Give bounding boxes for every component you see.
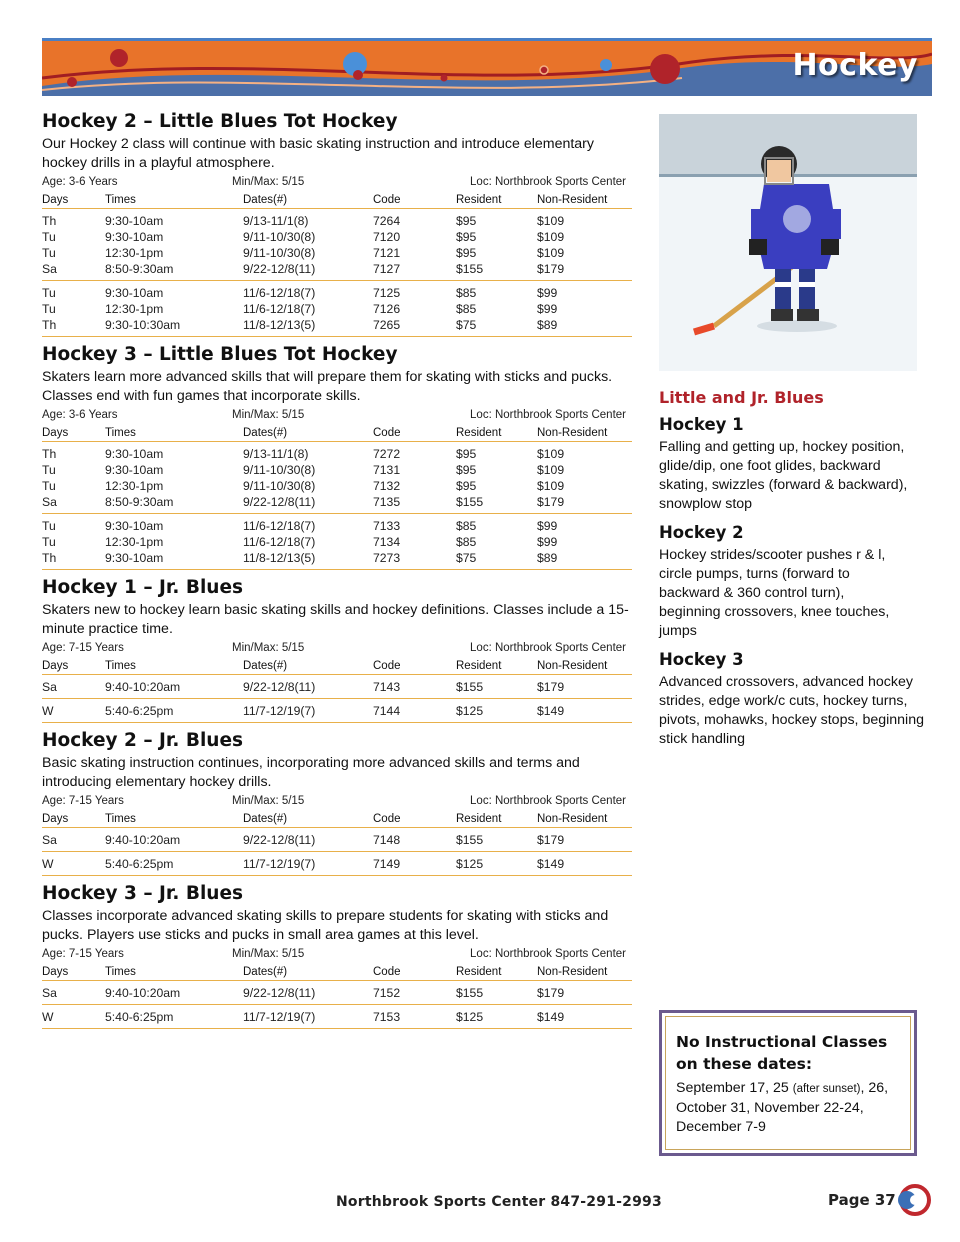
cell-resident: $95 xyxy=(456,463,477,477)
table-row xyxy=(42,550,632,566)
section-description: Classes incorporate advanced skating skills to prepare students for skating with sticks and pucks. Players use sticks and pucks in small area games at this level. xyxy=(42,908,609,943)
cell-time: 9:30-10am xyxy=(105,230,164,244)
sidebar-item-hockey-3 xyxy=(659,649,924,749)
location: Loc: Northbrook Sports Center xyxy=(470,409,626,421)
class-listings xyxy=(42,110,632,1035)
hockey-player-photo xyxy=(659,114,917,371)
notice-date-note: (after sunset) xyxy=(792,1083,861,1095)
location: Loc: Northbrook Sports Center xyxy=(470,176,626,188)
section-title: Hockey 2 – Little Blues Tot Hockey xyxy=(42,111,398,132)
cell-nonresident: $179 xyxy=(537,262,565,276)
cell-dates: 11/7-12/19(7) xyxy=(243,1010,316,1024)
cell-resident: $95 xyxy=(456,447,477,461)
table-row-group xyxy=(42,981,632,1005)
cell-code: 7272 xyxy=(373,447,401,461)
class-section xyxy=(42,729,632,876)
page-footer xyxy=(0,1190,960,1214)
cell-nonresident: $109 xyxy=(537,479,565,493)
cell-nonresident: $89 xyxy=(537,551,558,565)
class-section xyxy=(42,576,632,723)
column-header-days: Days xyxy=(42,966,69,978)
cell-day: Tu xyxy=(42,519,56,533)
cell-time: 9:30-10:30am xyxy=(105,318,181,332)
cell-code: 7144 xyxy=(373,704,401,718)
age-range: Age: 7-15 Years xyxy=(42,642,124,654)
column-header-days: Days xyxy=(42,660,69,672)
sidebar-item-desc: Falling and getting up, hockey position, glide/dip, one foot glides, backward skating, swizzles (forward & backward), snowplow stop xyxy=(659,439,908,512)
column-header-code: Code xyxy=(373,660,401,672)
notice-dates xyxy=(676,1079,900,1137)
notice-date-sept: September 17, 25 xyxy=(676,1080,793,1096)
table-row-group xyxy=(42,828,632,852)
column-header-code: Code xyxy=(373,966,401,978)
cell-resident: $155 xyxy=(456,262,484,276)
cell-code: 7121 xyxy=(373,246,401,260)
cell-code: 7127 xyxy=(373,262,401,276)
cell-dates: 11/8-12/13(5) xyxy=(243,551,316,565)
cell-day: Tu xyxy=(42,246,56,260)
cell-nonresident: $99 xyxy=(537,519,558,533)
cell-day: Tu xyxy=(42,479,56,493)
cell-day: Tu xyxy=(42,286,56,300)
table-row xyxy=(42,518,632,534)
cell-time: 8:50-9:30am xyxy=(105,262,174,276)
class-section xyxy=(42,343,632,570)
cell-day: Sa xyxy=(42,833,57,847)
age-range: Age: 7-15 Years xyxy=(42,795,124,807)
cell-code: 7153 xyxy=(373,1010,401,1024)
cell-time: 12:30-1pm xyxy=(105,302,164,316)
cell-nonresident: $179 xyxy=(537,495,565,509)
notice-date-dec: December 7-9 xyxy=(676,1119,766,1135)
cell-dates: 11/8-12/13(5) xyxy=(243,318,316,332)
cell-code: 7265 xyxy=(373,318,401,332)
cell-time: 9:30-10am xyxy=(105,519,164,533)
cell-resident: $155 xyxy=(456,495,484,509)
cell-nonresident: $149 xyxy=(537,704,565,718)
notice-date-oct-nov: October 31, November 22-24, xyxy=(676,1100,864,1116)
age-range: Age: 7-15 Years xyxy=(42,948,124,960)
section-description: Basic skating instruction continues, incorporating more advanced skills and terms and introducing elementary hockey drills. xyxy=(42,755,580,790)
cell-resident: $155 xyxy=(456,833,484,847)
cell-dates: 11/6-12/18(7) xyxy=(243,302,316,316)
cell-time: 9:40-10:20am xyxy=(105,833,181,847)
sidebar-item-desc: Advanced crossovers, advanced hockey strides, edge work/c cuts, hockey turns, pivots, mohawks, hockey stops, beginning stick handling xyxy=(659,674,924,747)
cell-code: 7132 xyxy=(373,479,401,493)
cell-dates: 9/22-12/8(11) xyxy=(243,495,316,509)
cell-resident: $85 xyxy=(456,535,477,549)
cell-nonresident: $149 xyxy=(537,1010,565,1024)
cell-day: Tu xyxy=(42,463,56,477)
cell-resident: $155 xyxy=(456,680,484,694)
cell-nonresident: $99 xyxy=(537,535,558,549)
table-row-group xyxy=(42,852,632,876)
cell-time: 9:30-10am xyxy=(105,286,164,300)
no-classes-notice xyxy=(659,1010,917,1156)
table-row xyxy=(42,462,632,478)
cell-day: Tu xyxy=(42,230,56,244)
cell-nonresident: $179 xyxy=(537,833,565,847)
cell-time: 9:30-10am xyxy=(105,551,164,565)
cell-code: 7134 xyxy=(373,535,401,549)
table-row-group xyxy=(42,675,632,699)
table-row xyxy=(42,856,632,872)
min-max: Min/Max: 5/15 xyxy=(232,642,305,654)
column-header-resident: Resident xyxy=(456,966,502,978)
cell-day: Th xyxy=(42,447,57,461)
cell-resident: $125 xyxy=(456,857,484,871)
column-header-days: Days xyxy=(42,813,69,825)
column-header-nonresident: Non-Resident xyxy=(537,194,608,206)
location: Loc: Northbrook Sports Center xyxy=(470,795,626,807)
section-title: Hockey 1 – Jr. Blues xyxy=(42,577,244,598)
cell-dates: 11/7-12/19(7) xyxy=(243,857,316,871)
cell-code: 7131 xyxy=(373,463,401,477)
cell-dates: 9/11-10/30(8) xyxy=(243,463,316,477)
column-header-dates: Dates(#) xyxy=(243,966,288,978)
table-row xyxy=(42,245,632,261)
column-header-nonresident: Non-Resident xyxy=(537,813,608,825)
column-header-resident: Resident xyxy=(456,427,502,439)
table-header xyxy=(42,424,632,442)
cell-dates: 9/11-10/30(8) xyxy=(243,246,316,260)
cell-nonresident: $89 xyxy=(537,318,558,332)
footer-contact: Northbrook Sports Center 847-291-2993 xyxy=(336,1194,662,1210)
cell-dates: 9/11-10/30(8) xyxy=(243,479,316,493)
notice-title-line1: No Instructional Classes xyxy=(676,1033,888,1051)
column-header-days: Days xyxy=(42,427,69,439)
table-row xyxy=(42,261,632,277)
table-header xyxy=(42,657,632,675)
location: Loc: Northbrook Sports Center xyxy=(470,948,626,960)
cell-time: 8:50-9:30am xyxy=(105,495,174,509)
section-meta xyxy=(42,407,632,424)
cell-resident: $75 xyxy=(456,318,477,332)
cell-day: Sa xyxy=(42,495,57,509)
table-header xyxy=(42,963,632,981)
column-header-times: Times xyxy=(105,660,136,672)
cell-dates: 11/7-12/19(7) xyxy=(243,704,316,718)
cell-day: Sa xyxy=(42,680,57,694)
cell-code: 7264 xyxy=(373,214,401,228)
section-title: Hockey 2 – Jr. Blues xyxy=(42,730,244,751)
column-header-dates: Dates(#) xyxy=(243,427,288,439)
section-meta xyxy=(42,174,632,191)
cell-nonresident: $149 xyxy=(537,857,565,871)
table-row xyxy=(42,832,632,848)
cell-code: 7143 xyxy=(373,680,401,694)
cell-time: 12:30-1pm xyxy=(105,535,164,549)
cell-nonresident: $99 xyxy=(537,286,558,300)
column-header-days: Days xyxy=(42,194,69,206)
table-row-group xyxy=(42,1005,632,1029)
cell-dates: 9/13-11/1(8) xyxy=(243,447,309,461)
section-description: Skaters learn more advanced skills that will prepare them for skating with sticks and pucks. Classes end with fun games that incorporate skills. xyxy=(42,369,613,404)
min-max: Min/Max: 5/15 xyxy=(232,409,305,421)
table-row xyxy=(42,534,632,550)
table-row xyxy=(42,213,632,229)
sidebar-skill-list xyxy=(659,386,924,749)
table-row xyxy=(42,446,632,462)
cell-time: 5:40-6:25pm xyxy=(105,857,174,871)
cell-resident: $85 xyxy=(456,286,477,300)
section-title: Hockey 3 – Jr. Blues xyxy=(42,883,244,904)
column-header-resident: Resident xyxy=(456,660,502,672)
cell-resident: $85 xyxy=(456,519,477,533)
cell-nonresident: $179 xyxy=(537,680,565,694)
min-max: Min/Max: 5/15 xyxy=(232,948,305,960)
cell-resident: $95 xyxy=(456,479,477,493)
table-row xyxy=(42,985,632,1001)
cell-day: W xyxy=(42,857,54,871)
column-header-code: Code xyxy=(373,427,401,439)
cell-resident: $75 xyxy=(456,551,477,565)
cell-nonresident: $109 xyxy=(537,246,565,260)
cell-resident: $95 xyxy=(456,214,477,228)
sidebar-item-hockey-2 xyxy=(659,522,924,641)
cell-code: 7120 xyxy=(373,230,401,244)
column-header-code: Code xyxy=(373,194,401,206)
cell-dates: 9/13-11/1(8) xyxy=(243,214,309,228)
cell-day: W xyxy=(42,704,54,718)
column-header-dates: Dates(#) xyxy=(243,194,288,206)
logo-icon xyxy=(893,1182,933,1218)
column-header-nonresident: Non-Resident xyxy=(537,966,608,978)
cell-time: 12:30-1pm xyxy=(105,479,164,493)
cell-resident: $155 xyxy=(456,986,484,1000)
column-header-nonresident: Non-Resident xyxy=(537,660,608,672)
sidebar-item-title: Hockey 2 xyxy=(659,523,744,542)
table-row xyxy=(42,285,632,301)
cell-time: 9:40-10:20am xyxy=(105,986,181,1000)
cell-resident: $125 xyxy=(456,1010,484,1024)
section-meta xyxy=(42,793,632,810)
cell-nonresident: $109 xyxy=(537,463,565,477)
cell-code: 7273 xyxy=(373,551,401,565)
section-description: Our Hockey 2 class will continue with basic skating instruction and introduce elementary hockey drills in a playful atmosphere. xyxy=(42,136,594,171)
cell-code: 7125 xyxy=(373,286,401,300)
table-row-group xyxy=(42,699,632,723)
min-max: Min/Max: 5/15 xyxy=(232,176,305,188)
sidebar-heading: Little and Jr. Blues xyxy=(659,388,824,407)
cell-day: Th xyxy=(42,214,57,228)
cell-code: 7148 xyxy=(373,833,401,847)
sidebar-item-title: Hockey 1 xyxy=(659,415,744,434)
cell-nonresident: $109 xyxy=(537,230,565,244)
cell-time: 5:40-6:25pm xyxy=(105,704,174,718)
cell-time: 12:30-1pm xyxy=(105,246,164,260)
column-header-times: Times xyxy=(105,966,136,978)
column-header-resident: Resident xyxy=(456,813,502,825)
cell-dates: 9/22-12/8(11) xyxy=(243,680,316,694)
cell-time: 9:40-10:20am xyxy=(105,680,181,694)
cell-dates: 11/6-12/18(7) xyxy=(243,535,316,549)
cell-nonresident: $109 xyxy=(537,447,565,461)
cell-resident: $95 xyxy=(456,230,477,244)
column-header-resident: Resident xyxy=(456,194,502,206)
cell-dates: 9/22-12/8(11) xyxy=(243,262,316,276)
cell-nonresident: $99 xyxy=(537,302,558,316)
table-row xyxy=(42,301,632,317)
cell-day: Th xyxy=(42,551,57,565)
table-row xyxy=(42,229,632,245)
cell-day: Sa xyxy=(42,262,57,276)
cell-time: 9:30-10am xyxy=(105,214,164,228)
age-range: Age: 3-6 Years xyxy=(42,176,118,188)
cell-day: Th xyxy=(42,318,57,332)
cell-dates: 9/11-10/30(8) xyxy=(243,230,316,244)
sidebar-item-desc: Hockey strides/scooter pushes r & l, circle pumps, turns (forward to backward & 360 control turn), beginning crossovers, knee touches, jumps xyxy=(659,547,890,639)
min-max: Min/Max: 5/15 xyxy=(232,795,305,807)
table-row xyxy=(42,494,632,510)
cell-resident: $85 xyxy=(456,302,477,316)
cell-code: 7126 xyxy=(373,302,401,316)
age-range: Age: 3-6 Years xyxy=(42,409,118,421)
column-header-times: Times xyxy=(105,427,136,439)
banner-title: Hockey xyxy=(792,48,918,83)
notice-date-sept-end: , 26, xyxy=(860,1080,889,1096)
cell-nonresident: $109 xyxy=(537,214,565,228)
cell-dates: 11/6-12/18(7) xyxy=(243,519,316,533)
cell-day: Tu xyxy=(42,535,56,549)
table-row xyxy=(42,679,632,695)
cell-nonresident: $179 xyxy=(537,986,565,1000)
cell-time: 9:30-10am xyxy=(105,463,164,477)
sidebar-item-title: Hockey 3 xyxy=(659,650,744,669)
cell-day: W xyxy=(42,1010,54,1024)
cell-code: 7152 xyxy=(373,986,401,1000)
cell-day: Tu xyxy=(42,302,56,316)
table-header xyxy=(42,810,632,828)
cell-dates: 9/22-12/8(11) xyxy=(243,833,316,847)
cell-dates: 11/6-12/18(7) xyxy=(243,286,316,300)
column-header-dates: Dates(#) xyxy=(243,660,288,672)
table-row xyxy=(42,478,632,494)
cell-time: 5:40-6:25pm xyxy=(105,1010,174,1024)
cell-resident: $125 xyxy=(456,704,484,718)
column-header-dates: Dates(#) xyxy=(243,813,288,825)
cell-code: 7133 xyxy=(373,519,401,533)
column-header-times: Times xyxy=(105,813,136,825)
location: Loc: Northbrook Sports Center xyxy=(470,642,626,654)
table-row-group xyxy=(42,514,632,570)
column-header-nonresident: Non-Resident xyxy=(537,427,608,439)
page-number: Page 37 xyxy=(828,1191,896,1209)
section-title: Hockey 3 – Little Blues Tot Hockey xyxy=(42,344,398,365)
table-row-group xyxy=(42,442,632,514)
section-description: Skaters new to hockey learn basic skating skills and hockey definitions. Classes include a 15-minute practice time. xyxy=(42,602,629,637)
cell-code: 7135 xyxy=(373,495,401,509)
sidebar-item-hockey-1 xyxy=(659,414,924,514)
column-header-code: Code xyxy=(373,813,401,825)
cell-dates: 9/22-12/8(11) xyxy=(243,986,316,1000)
cell-time: 9:30-10am xyxy=(105,447,164,461)
table-row xyxy=(42,1009,632,1025)
section-meta xyxy=(42,946,632,963)
table-header xyxy=(42,191,632,209)
table-row-group xyxy=(42,281,632,337)
class-section xyxy=(42,110,632,337)
section-meta xyxy=(42,640,632,657)
cell-day: Sa xyxy=(42,986,57,1000)
header-banner xyxy=(42,38,932,96)
cell-code: 7149 xyxy=(373,857,401,871)
table-row xyxy=(42,703,632,719)
cell-resident: $95 xyxy=(456,246,477,260)
table-row-group xyxy=(42,209,632,281)
class-section xyxy=(42,882,632,1029)
notice-title-line2: on these dates: xyxy=(676,1055,813,1073)
column-header-times: Times xyxy=(105,194,136,206)
table-row xyxy=(42,317,632,333)
